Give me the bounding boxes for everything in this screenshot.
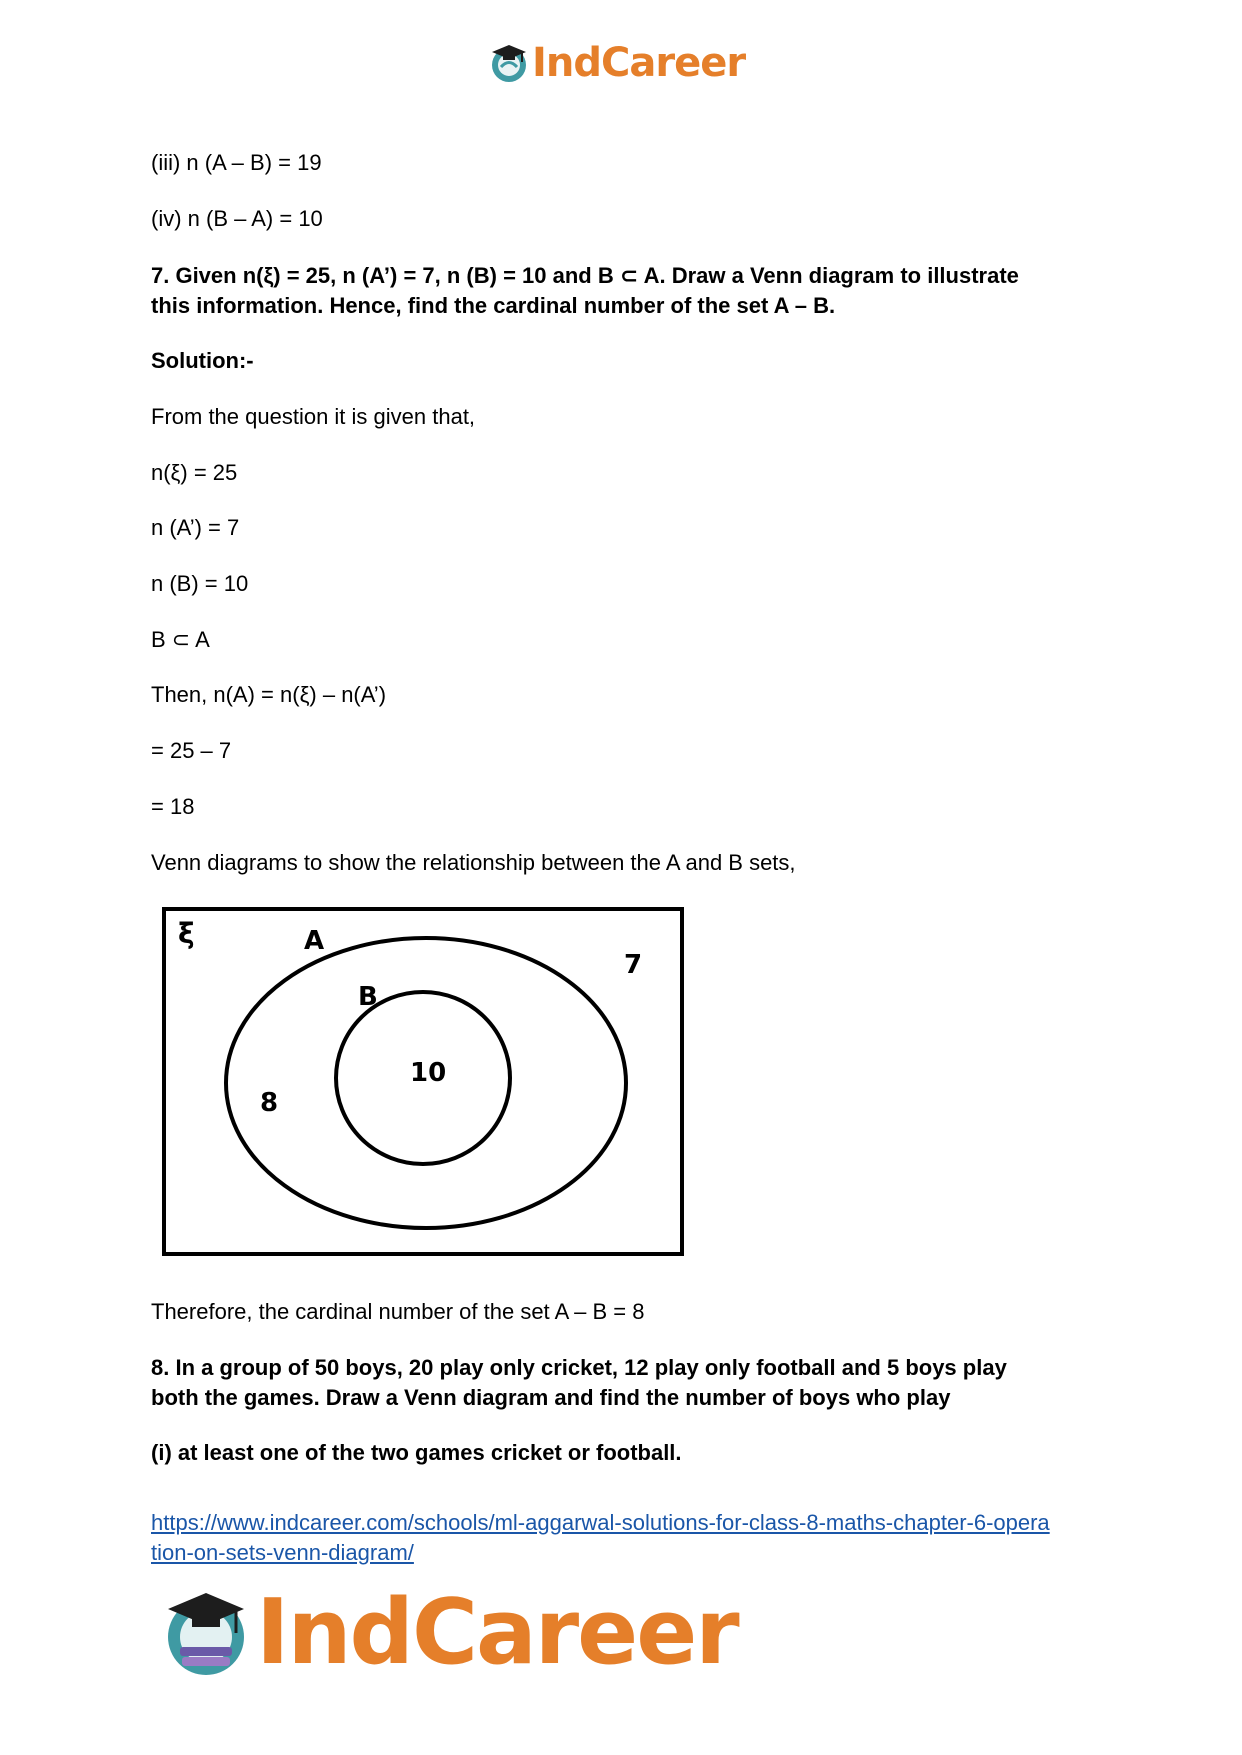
- universal-label: ξ: [178, 917, 195, 950]
- logo-text: IndCareer: [256, 1580, 738, 1685]
- venn-intro: Venn diagrams to show the relationship between the A and B sets,: [151, 850, 796, 875]
- source-link-line-1[interactable]: https://www.indcareer.com/schools/ml-aggarwal-solutions-for-class-8-maths-chapter-6-opera: [151, 1510, 1050, 1535]
- logo-text: IndCareer: [532, 40, 746, 86]
- set-a-label: A: [304, 926, 325, 956]
- graduation-cap-globe-icon: [488, 42, 530, 84]
- given-intro: From the question it is given that,: [151, 404, 476, 429]
- given-n-universal: n(ξ) = 25: [151, 460, 238, 485]
- answer-iii: (iii) n (A – B) = 19: [151, 150, 322, 175]
- answer-iv: (iv) n (B – A) = 10: [151, 206, 323, 231]
- outside-value: 7: [624, 950, 643, 980]
- solution-label: Solution:-: [151, 348, 254, 373]
- given-subset: B ⊂ A: [151, 627, 210, 652]
- footer-logo: [160, 1580, 738, 1685]
- a-only-value: 8: [260, 1088, 279, 1118]
- calc-step-3: = 18: [151, 794, 195, 819]
- question-7-line-1: 7. Given n(ξ) = 25, n (A’) = 7, n (B) = 10 and B ⊂ A. Draw a Venn diagram to illustrate: [151, 263, 1019, 288]
- graduation-cap-books-icon: [160, 1587, 252, 1679]
- header-logo: [488, 40, 745, 86]
- set-b-label: B: [358, 982, 378, 1012]
- conclusion: Therefore, the cardinal number of the set A – B = 8: [151, 1299, 645, 1324]
- calc-step-2: = 25 – 7: [151, 738, 232, 763]
- source-link-line-2[interactable]: tion-on-sets-venn-diagram/: [151, 1540, 414, 1565]
- calc-step-1: Then, n(A) = n(ξ) – n(A’): [151, 682, 387, 707]
- given-n-a-complement: n (A’) = 7: [151, 515, 240, 540]
- question-8-line-1: 8. In a group of 50 boys, 20 play only cricket, 12 play only football and 5 boys play: [151, 1355, 1007, 1380]
- question-7-line-2: this information. Hence, find the cardinal number of the set A – B.: [151, 293, 836, 318]
- venn-diagram: [160, 905, 688, 1261]
- question-8-part-i: (i) at least one of the two games cricket or football.: [151, 1440, 682, 1465]
- question-8-line-2: both the games. Draw a Venn diagram and find the number of boys who play: [151, 1385, 951, 1410]
- b-value: 10: [410, 1058, 447, 1088]
- given-n-b: n (B) = 10: [151, 571, 249, 596]
- source-link[interactable]: [151, 1508, 1050, 1568]
